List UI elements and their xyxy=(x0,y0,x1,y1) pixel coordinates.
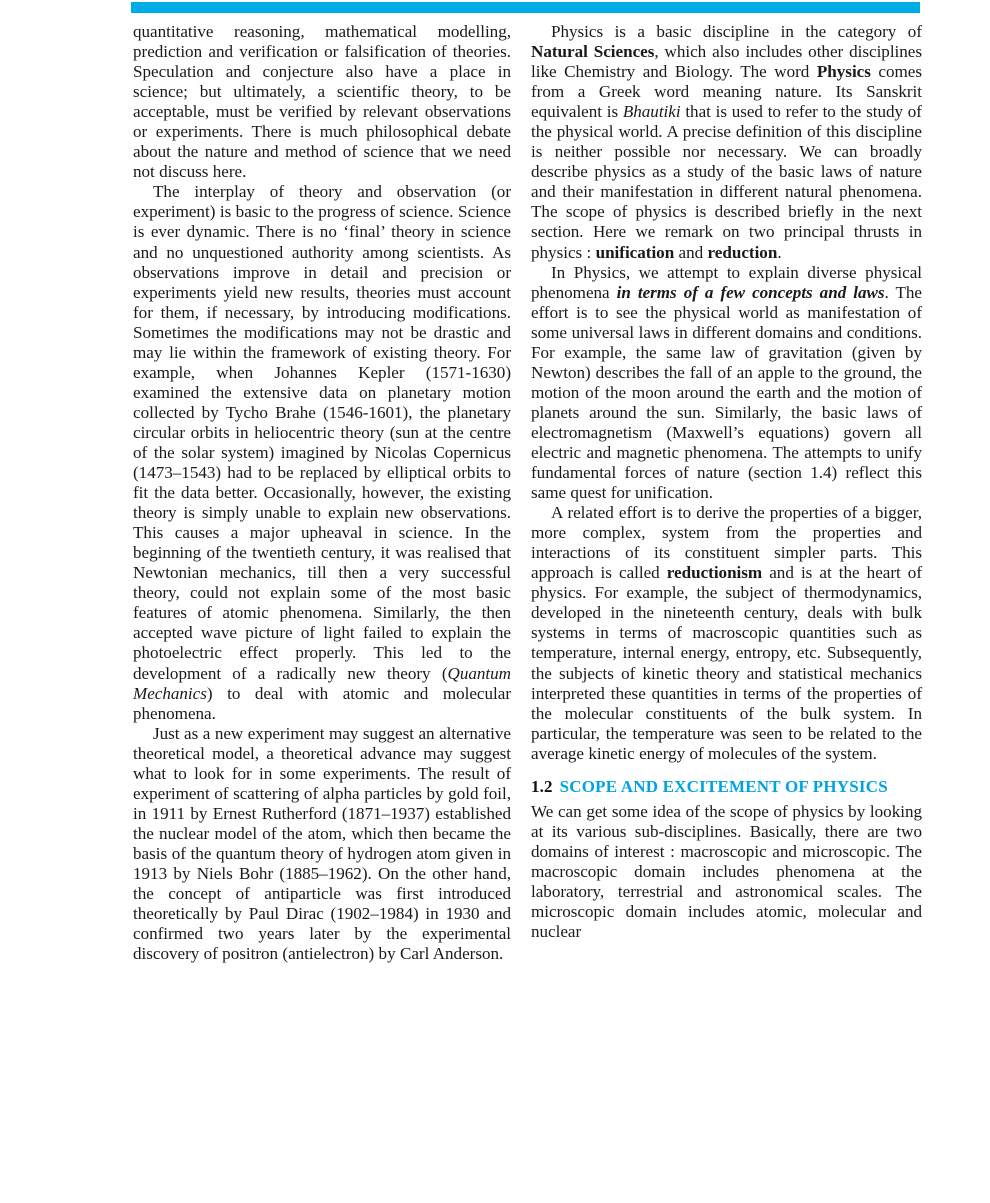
emphasis-run: reductionism xyxy=(666,563,763,583)
paragraph-related-effort: A related effort is to derive the properties of a bigger, more complex, system from the properties and interactions of its constituent simpler parts. This approach is called reductionism and is at the heart of physics. For example, the subject of thermodynamics, developed in the nineteenth century, deals with bulk systems in terms of macroscopic quantities such as temperature, internal energy, entropy, etc. Subsequently, the subjects of kinetic theory and statistical mechanics interpreted these quantities in terms of the properties of the molecular constituents of the bulk system. In particular, the temperature was seen to be related to the average kinetic energy of molecules of the system. xyxy=(531,503,923,763)
emphasis-run: Natural Sciences xyxy=(531,42,655,62)
emphasis-run: Quantum Mechanics xyxy=(133,663,511,703)
emphasis-run: Bhautiki xyxy=(622,102,681,122)
paragraph-just-as: Just as a new experiment may suggest an alternative theoretical model, a theoretical advance may suggest what to look for in some experiments. The result of experiment of scattering of alpha particles by gold foil, in 1911 by Ernest Rutherford (1871–1937) established the nuclear model of the atom, which then became the basis of the quantum theory of hydrogen atom given in 1913 by Niels Bohr (1885–1962). On the other hand, the concept of antiparticle was first introduced theoretically by Paul Dirac (1902–1984) in 1930 and confirmed two years later by the experimental discovery of positron (antielectron) by Carl Anderson. xyxy=(133,723,511,964)
paragraph-interplay: The interplay of theory and observation (or experiment) is basic to the progress of science. Science is ever dynamic. There is no ‘final’ theory in science and no unquestioned authority among scientists. As observations improve in detail and precision or experiments yield new results, theories must account for them, if necessary, by introducing modifications. Sometimes the modifications may not be drastic and may lie within the framework of existing theory. For example, when Johannes Kepler (1571-1630) examined the extensive data on planetary motion collected by Tycho Brahe (1546-1601), the planetary circular orbits in heliocentric theory (sun at the centre of the solar system) imagined by Nicolas Copernicus (1473–1543) had to be replaced by elliptical orbits to fit the data better. Occasionally, however, the existing theory is simply unable to explain new observations. This causes a major upheaval in science. In the beginning of the twentieth century, it was realised that Newtonian mechanics, till then a very successful theory, could not explain some of the most basic features of atomic phenomena. Similarly, the then accepted wave picture of light failed to explain the photoelectric effect properly. This led to the development of a radically new theory (Quantum Mechanics) to deal with atomic and molecular phenomena. xyxy=(133,182,511,723)
paragraph-physics-basic-discipline: Physics is a basic discipline in the category of Natural Sciences, which also includes other disciplines like Chemistry and Biology. The word Physics comes from a Greek word meaning nature. Its Sanskrit equivalent is Bhautiki that is used to refer to the study of the physical world. A precise definition of this discipline is neither possible nor necessary. We can broadly describe physics as a study of the basic laws of nature and their manifestation in different natural phenomena. The scope of physics is described briefly in the next section. Here we remark on two principal thrusts in physics : unification and reduction. xyxy=(531,22,923,262)
emphasis-run: in terms of a few concepts and laws xyxy=(616,282,885,302)
paragraph-scope-of-physics: We can get some idea of the scope of physics by looking at its various sub-disciplines. Basically, there are two domains of interest : macroscopic and microscopic. The macroscopic domain includes phenomena at the laboratory, terrestrial and astronomical scales. The microscopic domain includes atomic, molecular and nuclear xyxy=(531,801,922,942)
emphasis-run: reduction xyxy=(707,242,778,262)
section-title: SCOPE AND EXCITEMENT OF PHYSICS xyxy=(559,776,888,796)
two-column-body xyxy=(0,22,990,964)
paragraph-quantitative: quantitative reasoning, mathematical modelling, prediction and verification or falsification of theories. Speculation and conjecture also have a place in science; but ultimately, a scientific theory, to be acceptable, must be verified by relevant observations or experiments. There is much philosophical debate about the nature and method of science that we need not discuss here. xyxy=(133,22,511,182)
left-text-column xyxy=(0,22,519,964)
top-accent-bar xyxy=(131,2,920,13)
right-text-column xyxy=(519,22,990,942)
section-number: 1.2 xyxy=(531,776,553,796)
emphasis-run: unification xyxy=(595,242,675,262)
emphasis-run: Physics xyxy=(816,62,871,82)
paragraph-in-physics: In Physics, we attempt to explain diverse physical phenomena in terms of a few concepts and laws. The effort is to see the physical world as manifestation of some universal laws in different domains and conditions. For example, the same law of gravitation (given by Newton) describes the fall of an apple to the ground, the motion of the moon around the earth and the motion of planets around the sun. Similarly, the basic laws of electromagnetism (Maxwell’s equations) govern all electric and magnetic phenomena. The attempts to unify fundamental forces of nature (section 1.4) reflect this same quest for unification. xyxy=(531,262,922,503)
section-heading-1-2 xyxy=(531,777,922,797)
